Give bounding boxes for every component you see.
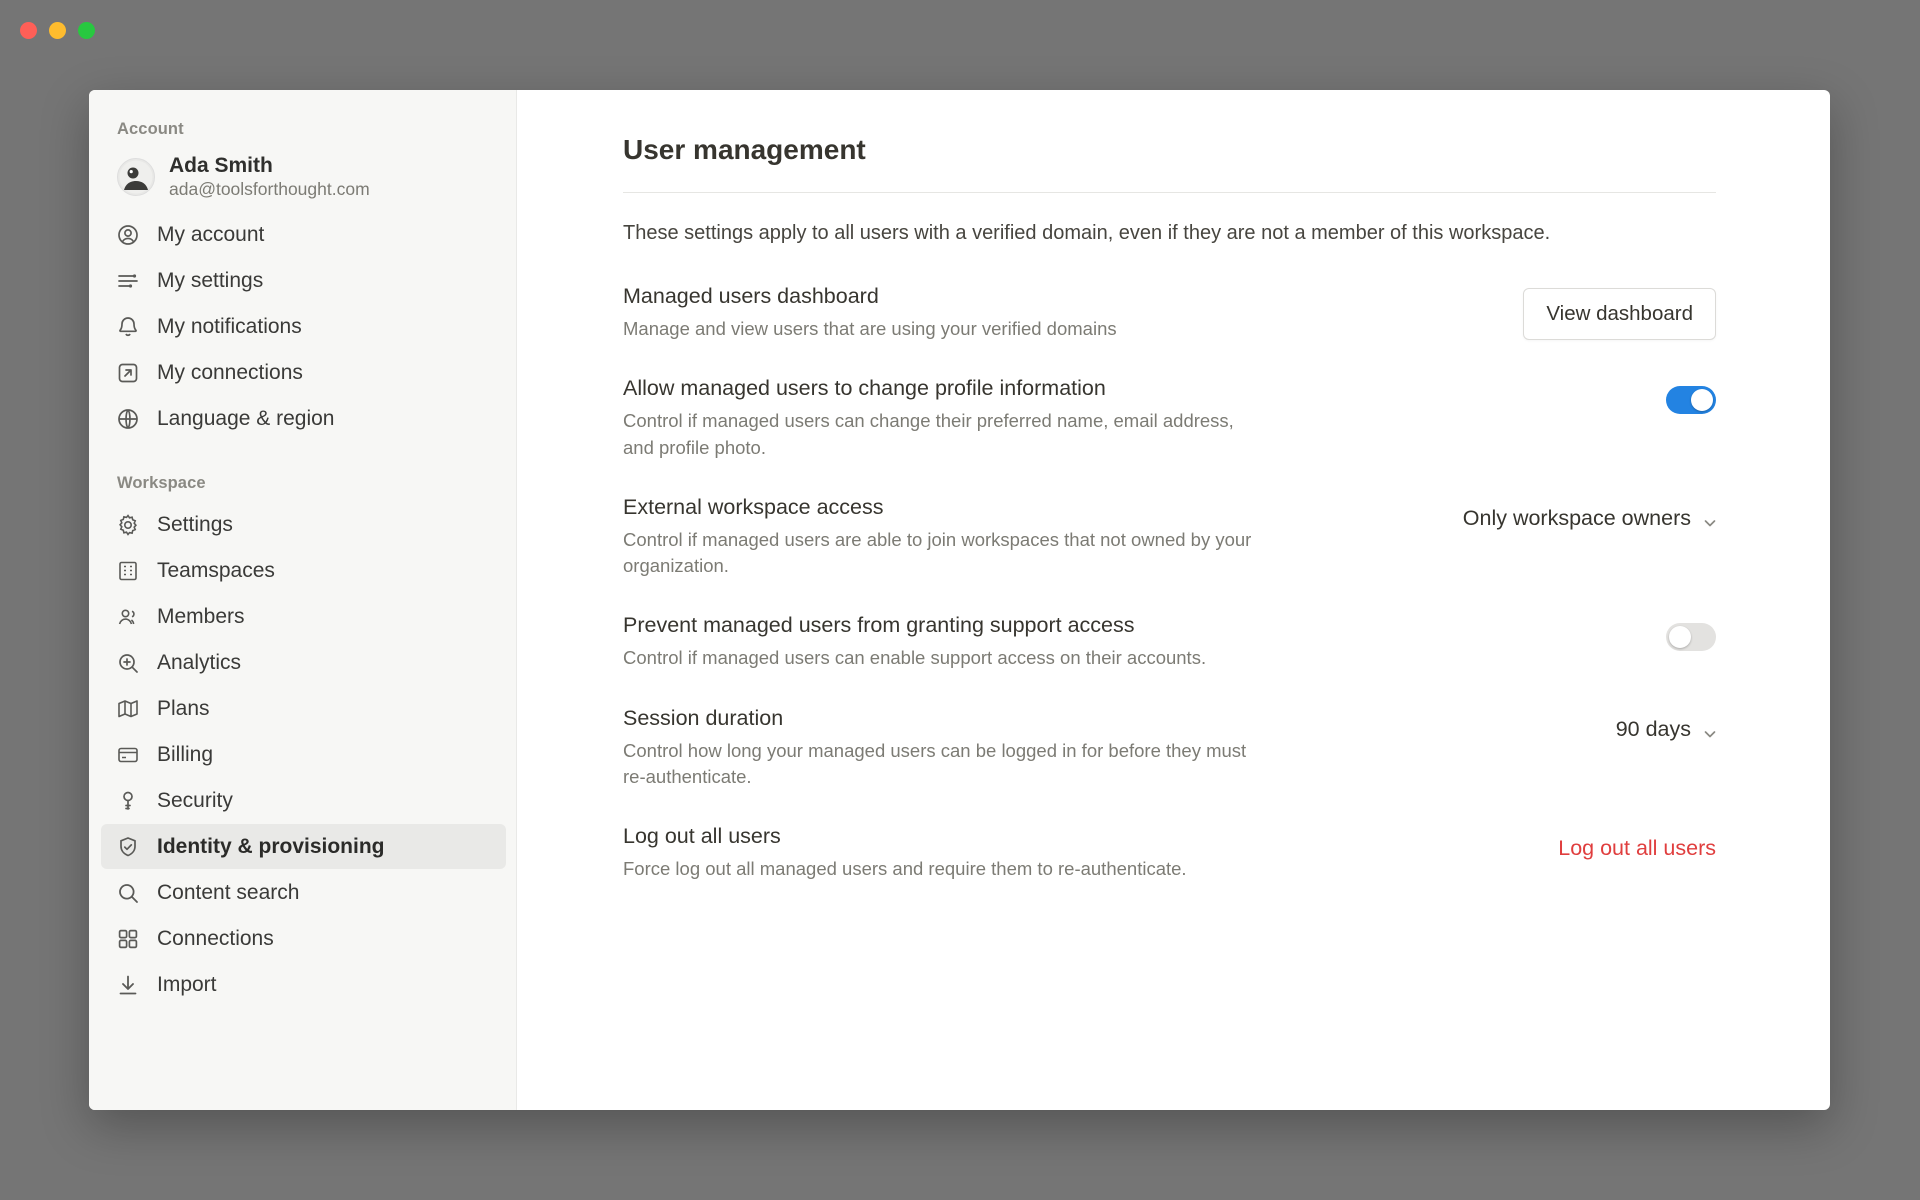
settings-main-panel [517, 90, 1830, 1110]
setting-description: Control how long your managed users can be logged in for before they must re-authenticate. [623, 739, 1247, 787]
user-circle-icon [115, 222, 141, 248]
sidebar-item-members[interactable] [101, 594, 506, 639]
setting-description: Control if managed users can enable support access on their accounts. [623, 647, 1207, 669]
sidebar-item-label: Security [157, 788, 233, 812]
sidebar-item-my-connections[interactable] [101, 350, 506, 395]
log-out-all-users-link[interactable]: Log out all users [1558, 835, 1716, 860]
window-traffic-lights [20, 22, 95, 39]
sidebar-item-label: Language & region [157, 406, 335, 430]
setting-description: Control if managed users are able to join workspaces that not owned by your organization. [623, 528, 1252, 577]
arrow-up-right-box-icon [115, 360, 141, 386]
sidebar-item-label: Connections [157, 926, 274, 950]
setting-row-allow-profile-change [623, 376, 1716, 495]
session-duration-select[interactable] [1616, 717, 1716, 742]
prevent-support-access-toggle[interactable] [1666, 623, 1716, 651]
intro-text: These settings apply to all users with a verified domain, even if they are not a member of this workspace. [623, 222, 1551, 244]
setting-row-external-workspace-access [623, 495, 1716, 614]
globe-icon [115, 406, 141, 432]
sidebar-item-label: Members [157, 604, 245, 628]
sidebar-item-label: Import [157, 972, 217, 996]
sidebar-item-billing[interactable] [101, 732, 506, 777]
title-divider [623, 192, 1716, 193]
sidebar-item-language-region[interactable] [101, 396, 506, 441]
view-dashboard-button[interactable]: View dashboard [1523, 288, 1716, 340]
gear-icon [115, 512, 141, 538]
sidebar-item-my-account[interactable] [101, 212, 506, 257]
grid-icon [115, 926, 141, 952]
building-icon [115, 558, 141, 584]
setting-title: Session duration [623, 705, 784, 730]
key-icon [115, 788, 141, 814]
sidebar-item-plans[interactable] [101, 686, 506, 731]
sidebar-item-label: Content search [157, 880, 300, 904]
setting-description: Force log out all managed users and require them to re-authenticate. [623, 858, 1187, 880]
bell-icon [115, 314, 141, 340]
sidebar-item-label: My account [157, 222, 265, 246]
sidebar-item-settings[interactable] [101, 502, 506, 547]
account-email: ada@toolsforthought.com [169, 179, 370, 200]
setting-row-managed-users-dashboard [623, 284, 1716, 376]
minimize-window-button[interactable] [49, 22, 66, 39]
avatar [117, 158, 155, 196]
sidebar-item-label: Billing [157, 742, 214, 766]
setting-title: Log out all users [623, 824, 781, 849]
chevron-down-icon [1702, 723, 1716, 737]
shield-check-icon [115, 834, 141, 860]
settings-modal [89, 90, 1830, 1110]
map-icon [115, 696, 141, 722]
account-name: Ada Smith [169, 154, 273, 177]
sliders-icon [115, 268, 141, 294]
search-icon [115, 880, 141, 906]
setting-row-prevent-support-access [623, 613, 1716, 705]
page-title: User management [623, 134, 866, 165]
magnifier-plus-icon [115, 650, 141, 676]
setting-title: External workspace access [623, 494, 884, 519]
sidebar-item-label: Plans [157, 696, 210, 720]
sidebar-item-connections[interactable] [101, 916, 506, 961]
download-icon [115, 972, 141, 998]
sidebar-item-analytics[interactable] [101, 640, 506, 685]
setting-row-session-duration [623, 706, 1716, 825]
sidebar-item-label: Analytics [157, 650, 242, 674]
sidebar-group-separator [89, 442, 516, 468]
setting-title: Managed users dashboard [623, 284, 879, 308]
sidebar-account-row[interactable] [89, 147, 516, 211]
setting-description: Manage and view users that are using your verified domains [623, 318, 1117, 339]
chevron-down-icon [1702, 512, 1716, 526]
sidebar-item-teamspaces[interactable] [101, 548, 506, 593]
credit-card-icon [115, 742, 141, 768]
setting-title: Prevent managed users from granting support access [623, 613, 1135, 638]
toggle-knob [1669, 626, 1691, 648]
external-workspace-access-select[interactable] [1463, 506, 1716, 531]
sidebar-item-label: Identity & provisioning [157, 834, 385, 858]
zoom-window-button[interactable] [78, 22, 95, 39]
sidebar-item-label: My notifications [157, 314, 302, 338]
select-value: Only workspace owners [1462, 506, 1691, 531]
setting-description: Control if managed users can change their preferred name, email address, and profile photo. [623, 410, 1234, 458]
sidebar-item-import[interactable] [101, 962, 506, 1007]
setting-title: Allow managed users to change profile information [623, 376, 1106, 401]
people-icon [115, 604, 141, 630]
sidebar-item-my-notifications[interactable] [101, 304, 506, 349]
sidebar-item-identity-provisioning[interactable] [101, 824, 506, 869]
setting-row-log-out-all-users [623, 824, 1716, 916]
select-value: 90 days [1615, 717, 1691, 742]
allow-profile-change-toggle[interactable] [1666, 386, 1716, 414]
sidebar-item-label: Settings [157, 512, 233, 536]
sidebar-item-security[interactable] [101, 778, 506, 823]
sidebar-item-label: My settings [157, 268, 264, 292]
sidebar-section-workspace: Workspace [117, 474, 206, 493]
sidebar-item-my-settings[interactable] [101, 258, 506, 303]
sidebar-section-account: Account [117, 120, 184, 138]
sidebar-item-label: My connections [157, 360, 303, 384]
settings-sidebar[interactable] [89, 90, 517, 1110]
sidebar-item-label: Teamspaces [157, 558, 275, 582]
sidebar-item-content-search[interactable] [101, 870, 506, 915]
close-window-button[interactable] [20, 22, 37, 39]
toggle-knob [1691, 389, 1713, 411]
